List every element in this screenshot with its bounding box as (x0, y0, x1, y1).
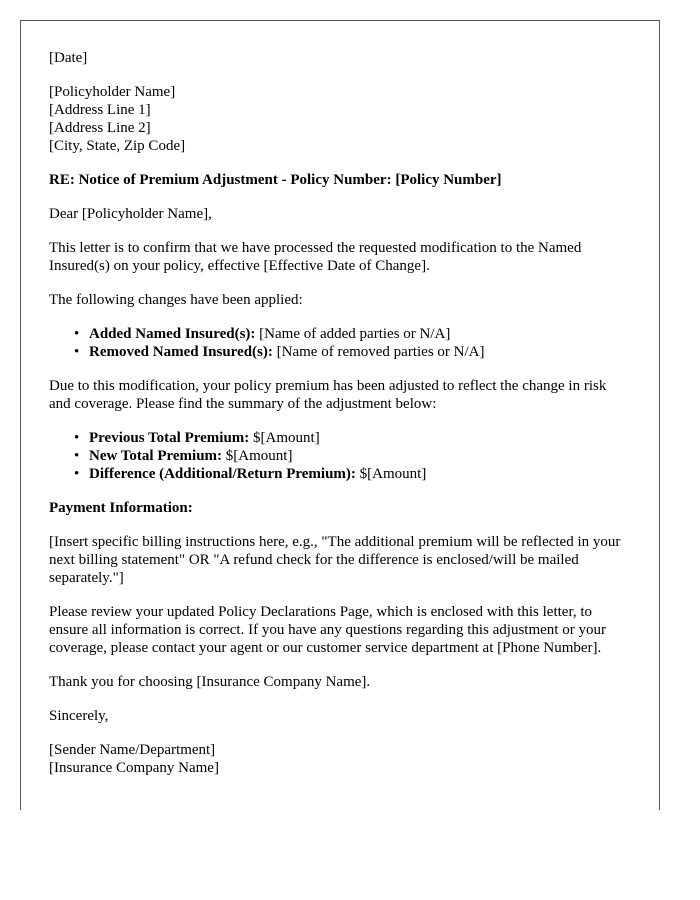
premium-label: New Total Premium: (89, 448, 223, 464)
bullet-icon: • (74, 344, 80, 360)
list-item (74, 447, 631, 465)
premium-list (49, 429, 631, 483)
change-value: [Name of removed parties or N/A] (272, 344, 485, 360)
letter-date: [Date] (49, 50, 88, 66)
changes-list (49, 325, 631, 361)
premium-label: Difference (Additional/Return Premium): (89, 466, 356, 482)
review-paragraph: Please review your updated Policy Declarations Page, which is enclosed with this letter, to ensure all information is correct. If you have any questions regarding this adjustment or your coverage, please contact your agent or our customer service department at [Phone Number]. (49, 604, 606, 656)
bullet-icon: • (74, 430, 80, 446)
premium-value: $[Amount] (355, 466, 427, 482)
subject-line: RE: Notice of Premium Adjustment - Policy Number: [Policy Number] (49, 172, 502, 188)
premium-label: Previous Total Premium: (89, 430, 250, 446)
letter-page (20, 20, 660, 810)
address-line-1: [Address Line 1] (49, 102, 151, 118)
change-label: Removed Named Insured(s): (89, 344, 273, 360)
salutation: Dear [Policyholder Name], (49, 206, 212, 222)
premium-value: $[Amount] (249, 430, 320, 446)
premium-value: $[Amount] (222, 448, 293, 464)
change-value: [Name of added parties or N/A] (255, 326, 451, 342)
closing-line: Sincerely, (49, 708, 109, 724)
bullet-icon: • (74, 466, 80, 482)
sender-company: [Insurance Company Name] (49, 760, 219, 776)
bullet-icon: • (74, 448, 80, 464)
address-city: [City, State, Zip Code] (49, 138, 186, 154)
list-item (74, 465, 631, 483)
payment-paragraph: [Insert specific billing instructions here, e.g., "The additional premium will be reflected in your next billing statement" OR "A refund check for the difference is enclosed/will be mailed separately."] (49, 534, 621, 586)
changes-intro: The following changes have been applied: (49, 292, 303, 308)
address-line-2: [Address Line 2] (49, 120, 151, 136)
recipient-address (49, 83, 631, 155)
change-label: Added Named Insured(s): (89, 326, 256, 342)
list-item (74, 343, 631, 361)
thanks-line: Thank you for choosing [Insurance Company Name]. (49, 674, 371, 690)
bullet-icon: • (74, 326, 80, 342)
adjustment-intro: Due to this modification, your policy premium has been adjusted to reflect the change in risk and coverage. Please find the summary of the adjustment below: (49, 378, 607, 412)
signature-block (49, 741, 631, 777)
list-item (74, 325, 631, 343)
payment-heading: Payment Information: (49, 500, 193, 516)
recipient-name: [Policyholder Name] (49, 84, 176, 100)
sender-name: [Sender Name/Department] (49, 742, 216, 758)
intro-paragraph: This letter is to confirm that we have processed the requested modification to the Named Insured(s) on your policy, effective [Effective Date of Change]. (49, 240, 582, 274)
list-item (74, 429, 631, 447)
